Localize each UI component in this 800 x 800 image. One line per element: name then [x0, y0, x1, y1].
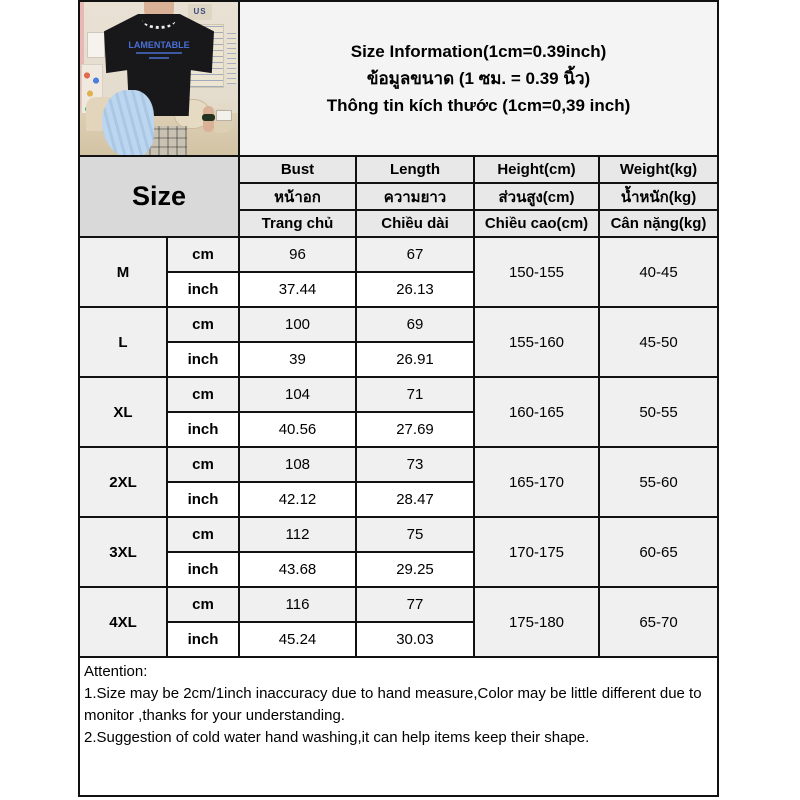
bust-cm-value: 112: [239, 517, 356, 552]
height-range: 175-180: [474, 587, 599, 657]
attention-line-1: 1.Size may be 2cm/1inch inaccuracy due to hand measure,Color may be little different due to monitor ,thanks for your understanding.: [84, 685, 702, 724]
col-header-height-vi: Chiều cao(cm): [474, 210, 599, 237]
bust-cm-value: 108: [239, 447, 356, 482]
col-header-bust-vi: Trang chủ: [239, 210, 356, 237]
unit-inch: inch: [167, 622, 239, 657]
tshirt-print-text: LAMENTABLE: [128, 40, 190, 50]
height-range: 150-155: [474, 237, 599, 307]
col-header-height-en: Height(cm): [474, 156, 599, 183]
bust-cm-value: 100: [239, 307, 356, 342]
col-header-weight-en: Weight(kg): [599, 156, 718, 183]
length-cm-value: 75: [356, 517, 474, 552]
wall-poster-text: US: [188, 4, 212, 20]
length-cm-value: 77: [356, 587, 474, 622]
table-row: [79, 517, 718, 552]
height-range: 155-160: [474, 307, 599, 377]
length-inch-value: 27.69: [356, 412, 474, 447]
bust-inch-value: 40.56: [239, 412, 356, 447]
length-inch-value: 28.47: [356, 482, 474, 517]
size-label-xl: XL: [79, 377, 167, 447]
weight-range: 45-50: [599, 307, 718, 377]
col-header-length-vi: Chiều dài: [356, 210, 474, 237]
pearl-necklace: [142, 10, 176, 29]
bust-inch-value: 37.44: [239, 272, 356, 307]
attention-note: [79, 657, 718, 796]
weight-range: 65-70: [599, 587, 718, 657]
bust-inch-value: 42.12: [239, 482, 356, 517]
weight-range: 50-55: [599, 377, 718, 447]
unit-cm: cm: [167, 587, 239, 622]
length-cm-value: 67: [356, 237, 474, 272]
tshirt-print-line: [136, 52, 182, 54]
weight-range: 55-60: [599, 447, 718, 517]
col-header-weight-vi: Cân nặng(kg): [599, 210, 718, 237]
wall-frame: [87, 32, 105, 58]
col-header-height-th: ส่วนสูง(cm): [474, 183, 599, 210]
height-range: 170-175: [474, 517, 599, 587]
table-row: [79, 307, 718, 342]
unit-inch: inch: [167, 272, 239, 307]
bust-cm-value: 104: [239, 377, 356, 412]
bust-inch-value: 43.68: [239, 552, 356, 587]
title-th: ข้อมูลขนาด (1 ซม. = 0.39 นิ้ว): [366, 69, 591, 88]
table-row: [79, 587, 718, 622]
bust-inch-value: 45.24: [239, 622, 356, 657]
bust-inch-value: 39: [239, 342, 356, 377]
wrist-watch: [202, 114, 215, 121]
weight-range: 40-45: [599, 237, 718, 307]
size-label-3xl: 3XL: [79, 517, 167, 587]
size-chart-sheet: [78, 0, 719, 797]
title-vi: Thông tin kích thước (1cm=0,39 inch): [326, 96, 631, 115]
size-label-l: L: [79, 307, 167, 377]
height-range: 160-165: [474, 377, 599, 447]
col-header-bust-en: Bust: [239, 156, 356, 183]
unit-inch: inch: [167, 552, 239, 587]
unit-inch: inch: [167, 342, 239, 377]
attention-heading: Attention:: [84, 663, 148, 680]
col-header-length-en: Length: [356, 156, 474, 183]
wall-note-strip: [227, 32, 236, 84]
unit-cm: cm: [167, 517, 239, 552]
product-photo: [79, 1, 239, 156]
unit-cm: cm: [167, 237, 239, 272]
col-header-weight-th: น้ำหนัก(kg): [599, 183, 718, 210]
length-inch-value: 26.91: [356, 342, 474, 377]
height-range: 165-170: [474, 447, 599, 517]
size-label-m: M: [79, 237, 167, 307]
photo-background: [80, 2, 238, 155]
length-cm-value: 73: [356, 447, 474, 482]
size-table: [78, 0, 719, 797]
bust-cm-value: 96: [239, 237, 356, 272]
length-inch-value: 30.03: [356, 622, 474, 657]
col-header-length-th: ความยาว: [356, 183, 474, 210]
title-en: Size Information(1cm=0.39inch): [350, 42, 607, 61]
bust-cm-value: 116: [239, 587, 356, 622]
unit-cm: cm: [167, 377, 239, 412]
laptop: [216, 110, 232, 121]
tshirt-print-line: [149, 57, 169, 59]
col-header-bust-th: หน้าอก: [239, 183, 356, 210]
table-row: [79, 377, 718, 412]
unit-inch: inch: [167, 482, 239, 517]
table-row: [79, 447, 718, 482]
size-corner-label: Size: [79, 156, 239, 237]
table-row: [79, 237, 718, 272]
length-inch-value: 26.13: [356, 272, 474, 307]
draped-blue-shirt: [102, 90, 154, 156]
weight-range: 60-65: [599, 517, 718, 587]
length-inch-value: 29.25: [356, 552, 474, 587]
unit-cm: cm: [167, 307, 239, 342]
size-label-2xl: 2XL: [79, 447, 167, 517]
title-block: [239, 1, 718, 156]
size-label-4xl: 4XL: [79, 587, 167, 657]
length-cm-value: 69: [356, 307, 474, 342]
length-cm-value: 71: [356, 377, 474, 412]
unit-cm: cm: [167, 447, 239, 482]
attention-line-2: 2.Suggestion of cold water hand washing,it can help items keep their shape.: [84, 729, 590, 746]
unit-inch: inch: [167, 412, 239, 447]
